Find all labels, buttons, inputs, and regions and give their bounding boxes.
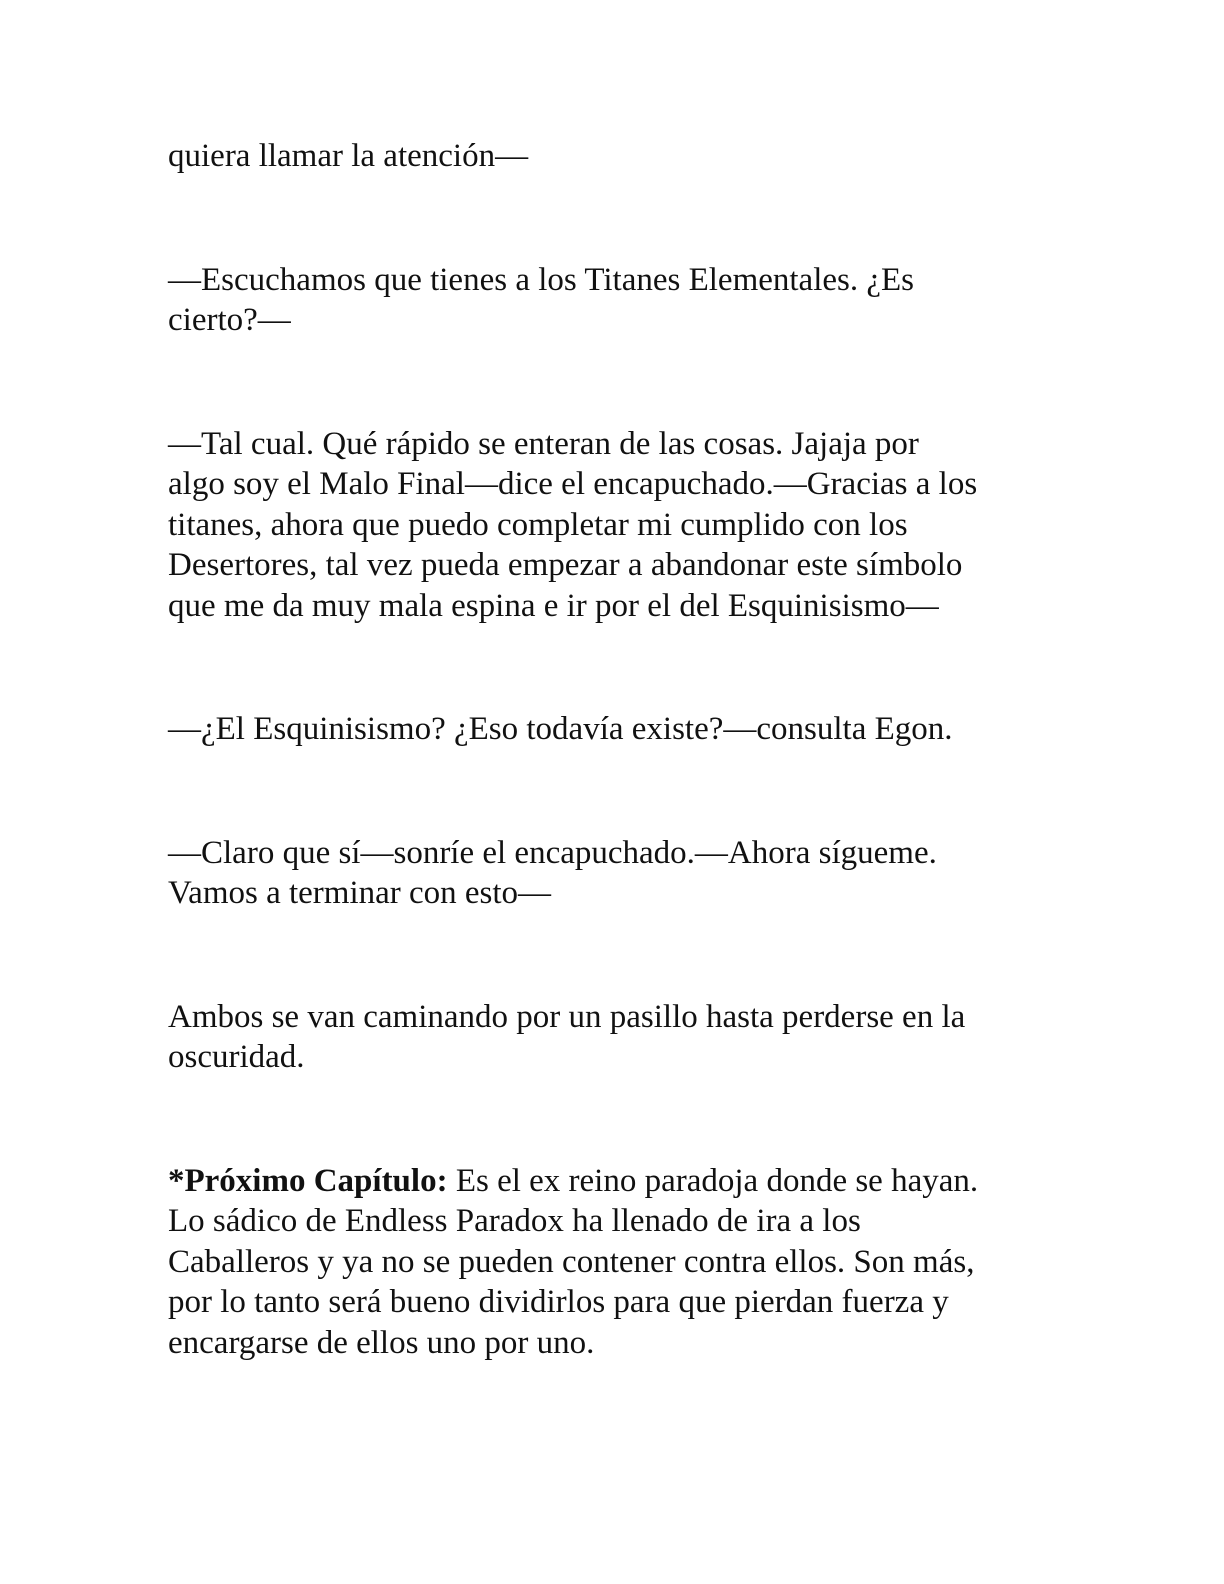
text-line: por lo tanto será bueno dividirlos para que pierdan fuerza y	[168, 1284, 949, 1320]
next-chapter-paragraph	[168, 1161, 1058, 1364]
text-line: titanes, ahora que puedo completar mi cumplido con los	[168, 506, 908, 543]
text-line: encargarse de ellos uno por uno.	[168, 1324, 595, 1361]
paragraph-3	[168, 424, 1058, 627]
paragraph-4	[168, 709, 1058, 750]
paragraph-5	[168, 833, 1058, 914]
next-chapter-label: *Próximo Capítulo:	[168, 1162, 448, 1199]
next-chapter-first-line	[168, 1161, 1058, 1202]
body-text	[168, 136, 1058, 1363]
paragraph-1	[168, 136, 1058, 177]
text-line: —Claro que sí—sonríe el encapuchado.—Ahora sígueme.	[168, 834, 937, 871]
text-line: —Escuchamos que tienes a los Titanes Elementales. ¿Es	[168, 261, 915, 298]
text-line: Desertores, tal vez pueda empezar a abandonar este símbolo	[168, 547, 963, 583]
text-line: Caballeros y ya no se pueden contener contra ellos. Son más,	[168, 1243, 975, 1280]
text-line: Lo sádico de Endless Paradox ha llenado de ira a los	[168, 1203, 861, 1239]
text-line: Vamos a terminar con esto—	[168, 875, 552, 911]
next-chapter-first-line-text: Es el ex reino paradoja donde se hayan.	[447, 1162, 979, 1199]
text-line: oscuridad.	[168, 1039, 305, 1075]
paragraph-6	[168, 997, 1058, 1078]
text-line: Ambos se van caminando por un pasillo hasta perderse en la	[168, 998, 966, 1035]
text-line: —Tal cual. Qué rápido se enteran de las cosas. Jajaja por	[168, 425, 919, 462]
text-line: quiera llamar la atención—	[168, 138, 529, 174]
text-line: algo soy el Malo Final—dice el encapuchado.—Gracias a los	[168, 466, 978, 502]
paragraph-2	[168, 260, 1058, 341]
text-line: que me da muy mala espina e ir por el del Esquinisismo—	[168, 587, 939, 624]
text-line: —¿El Esquinisismo? ¿Eso todavía existe?—consulta Egon.	[168, 711, 953, 747]
text-line: cierto?—	[168, 302, 291, 338]
